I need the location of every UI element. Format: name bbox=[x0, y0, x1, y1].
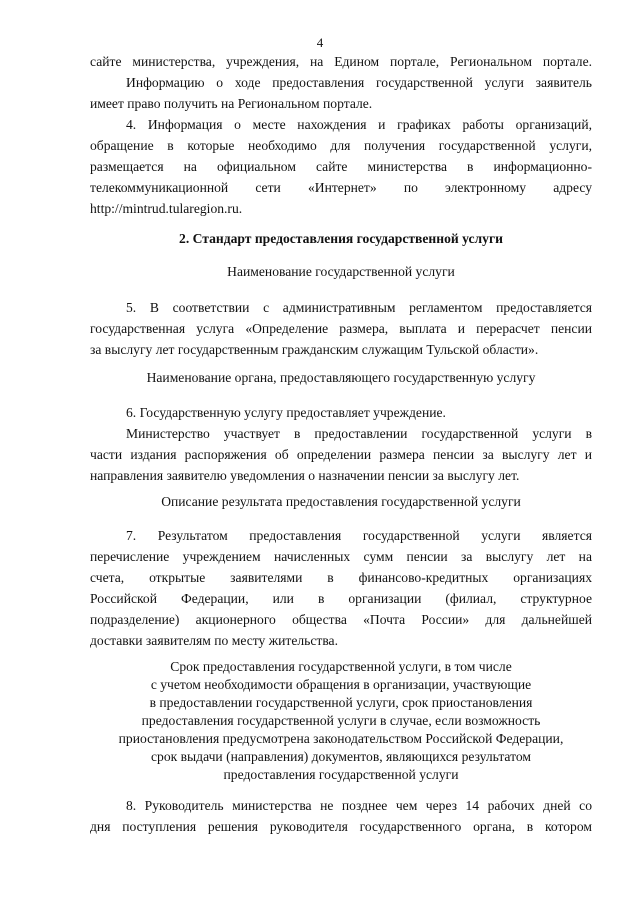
text-line: с учетом необходимости обращения в организации, участвующие bbox=[150, 677, 532, 692]
text-line: http://mintrud.tularegion.ru. bbox=[90, 201, 243, 216]
text-line: размещается на официальном сайте министерства в информационно- bbox=[90, 159, 592, 174]
text-line: 2. Стандарт предоставления государственной услуги bbox=[179, 231, 503, 246]
text-line: части издания распоряжения об определении размера пенсии за выслугу лет и bbox=[90, 447, 592, 462]
text-line: обращение в которые необходимо для получения государственной услуги, bbox=[90, 138, 592, 153]
text-line: Российской Федерации, или в организации (филиал, структурное bbox=[90, 591, 592, 606]
text-line: телекоммуникационной сети «Интернет» по электронному адресу bbox=[90, 180, 592, 195]
text-line: Наименование государственной услуги bbox=[227, 264, 455, 279]
text-line: подразделение) акционерного общества «Почта России» для дальнейшей bbox=[90, 612, 592, 627]
text-line: срок выдачи (направления) документов, являющихся результатом bbox=[150, 749, 532, 764]
text-line: за выслугу лет государственным гражданским служащим Тульской области». bbox=[90, 342, 539, 357]
text-line: перечисление учреждением начисленных сумм пенсии за выслугу лет на bbox=[90, 549, 592, 564]
text-line: в предоставлении государственной услуги, срок приостановления bbox=[149, 695, 533, 710]
text-line: Срок предоставления государственной услуги, в том числе bbox=[170, 659, 512, 674]
text-line: Информацию о ходе предоставления государственной услуги заявитель bbox=[126, 75, 592, 90]
text-line: 7. Результатом предоставления государственной услуги является bbox=[126, 528, 592, 543]
text-line: Описание результата предоставления государственной услуги bbox=[161, 494, 521, 509]
text-line: счета, открытые заявителями в финансово-кредитных организациях bbox=[90, 570, 592, 585]
text-line: 4. Информация о месте нахождения и графиках работы организаций, bbox=[126, 117, 592, 132]
text-line: имеет право получить на Региональном портале. bbox=[90, 96, 373, 111]
text-line: предоставления государственной услуги в случае, если возможность bbox=[141, 713, 541, 728]
text-line: приостановления предусмотрена законодательством Российской Федерации, bbox=[118, 731, 564, 746]
page-number: 4 bbox=[316, 35, 324, 50]
text-line: 6. Государственную услугу предоставляет учреждение. bbox=[126, 405, 446, 420]
text-line: предоставления государственной услуги bbox=[223, 767, 459, 782]
text-line: направления заявителю уведомления о назначении пенсии за выслугу лет. bbox=[90, 468, 520, 483]
text-line: государственная услуга «Определение размера, выплата и перерасчет пенсии bbox=[90, 321, 592, 336]
text-line: дня поступления решения руководителя государственного органа, в котором bbox=[90, 819, 592, 834]
text-line: 5. В соответствии с административным регламентом предоставляется bbox=[126, 300, 592, 315]
text-line: доставки заявителям по месту жительства. bbox=[90, 633, 338, 648]
text-line: 8. Руководитель министерства не позднее чем через 14 рабочих дней со bbox=[126, 798, 592, 813]
text-line: Наименование органа, предоставляющего государственную услугу bbox=[146, 370, 536, 385]
text-line: Министерство участвует в предоставлении государственной услуги в bbox=[126, 426, 592, 441]
text-line: сайте министерства, учреждения, на Едином портале, Региональном портале. bbox=[90, 54, 592, 69]
